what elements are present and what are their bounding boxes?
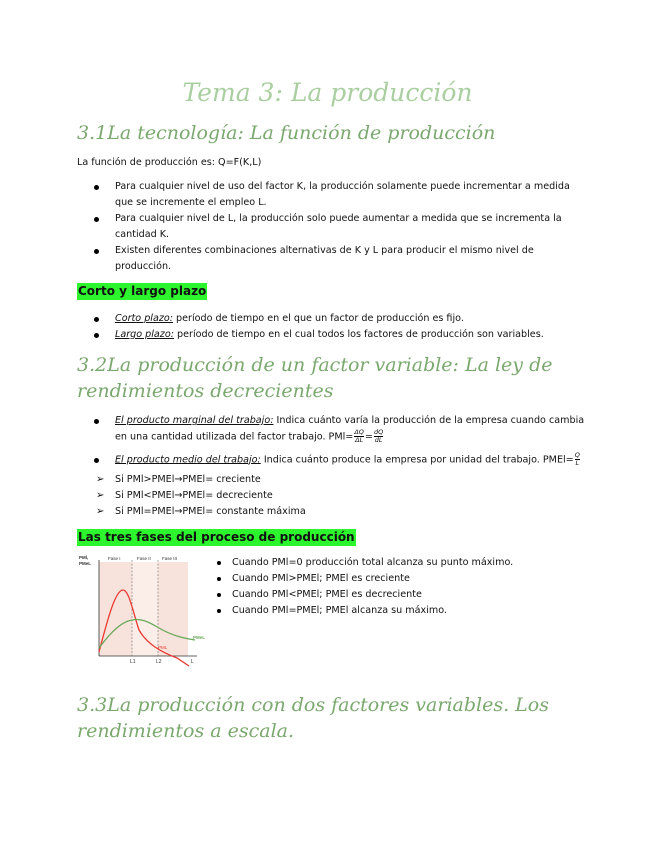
x-axis-label: L [191, 659, 194, 665]
term-average-product: El producto medio del trabajo: [115, 454, 261, 465]
list-item: Cuando PMl=0 producción total alcanza su punto máximo. [215, 555, 513, 571]
product-definitions [77, 413, 615, 468]
y-label-pml: PMl, [79, 555, 89, 560]
section-3-2-heading: 3.2La producción de un factor variable: La ley de rendimientos decrecientes [77, 354, 553, 402]
section-3-1-heading: 3.1La tecnología: La función de producción [77, 122, 496, 144]
phase-3-label: Fase III [162, 556, 178, 561]
list-item [77, 327, 570, 343]
phase-2-region [132, 562, 158, 656]
list-item: Cuando PMl=PMEl; PMEl alcanza su máximo. [215, 603, 513, 619]
list-item: Cuando PMl>PMEl; PMEl es creciente [215, 571, 513, 587]
production-phases-chart [77, 552, 212, 670]
technology-bullets [77, 179, 570, 275]
list-item [77, 413, 585, 446]
short-long-run-bullets [77, 311, 570, 343]
definition-short-run: período de tiempo en el que un factor de producción es fijo. [172, 313, 464, 324]
list-item: ➢ Si PMl<PMEl→PMEl= decreciente [77, 488, 306, 504]
list-item: ➢ Si PMl>PMEl→PMEl= creciente [77, 472, 306, 488]
list-item: Para cualquier nivel de L, la producción solo puede aumentar a medida que se incrementa la cantidad K. [77, 211, 570, 243]
phases-list [215, 555, 513, 619]
x-tick-l2: L2 [156, 659, 162, 665]
three-phases-heading: Las tres fases del proceso de producción [78, 530, 355, 544]
phase-1-label: Fase I [108, 556, 121, 561]
x-tick-l1: L1 [130, 659, 136, 665]
list-item [77, 311, 570, 327]
definition-average-product: Indica cuánto produce la empresa por unidad del trabajo. PMEl= [260, 454, 574, 465]
list-item: ➢ Si PMl=PMEl→PMEl= constante máxima [77, 504, 306, 520]
equals-sign: = [364, 431, 373, 443]
fraction-dq-dl: $\frac{dQ}{dL}$ [373, 428, 384, 444]
fraction-delta-q-delta-l: $\frac{\Delta Q}{\Delta L}$ [354, 428, 364, 444]
list-item: Existen diferentes combinaciones alternativas de K y L para producir el mismo nivel de producción. [77, 243, 570, 275]
phase-3-region [158, 562, 188, 656]
y-label-pmel: PMeL [79, 561, 92, 566]
term-marginal-product: El producto marginal del trabajo: [115, 415, 274, 426]
short-long-run-heading: Corto y largo plazo [78, 284, 207, 298]
term-long-run: Largo plazo: [115, 329, 174, 340]
term-short-run: Corto plazo: [115, 313, 173, 324]
definition-long-run: período de tiempo en el cual todos los factores de producción son variables. [173, 329, 544, 340]
pml-curve-label: PML [158, 645, 168, 650]
page-title: Tema 3: La producción [182, 78, 473, 107]
list-item: Para cualquier nivel de uso del factor K, la producción solamente puede incrementar a medida que se incremente el empleo L. [77, 179, 570, 211]
definition-marginal-product: Indica cuánto varía la producción de la empresa cuando cambia en una cantidad utilizada del factor trabajo. PMl= [115, 415, 585, 443]
production-function-intro: La función de producción es: Q=F(K,L) [77, 157, 262, 168]
phase-2-label: Fase II [137, 556, 151, 561]
list-item: Cuando PMl<PMEl; PMEl es decreciente [215, 587, 513, 603]
pmel-curve-label: PMeL [193, 635, 206, 640]
list-item [77, 452, 615, 469]
relationship-list [77, 472, 306, 520]
section-3-3-heading: 3.3La producción con dos factores variables. Los rendimientos a escala. [77, 694, 549, 742]
fraction-q-l: $\frac{Q}{L}$ [574, 450, 580, 467]
